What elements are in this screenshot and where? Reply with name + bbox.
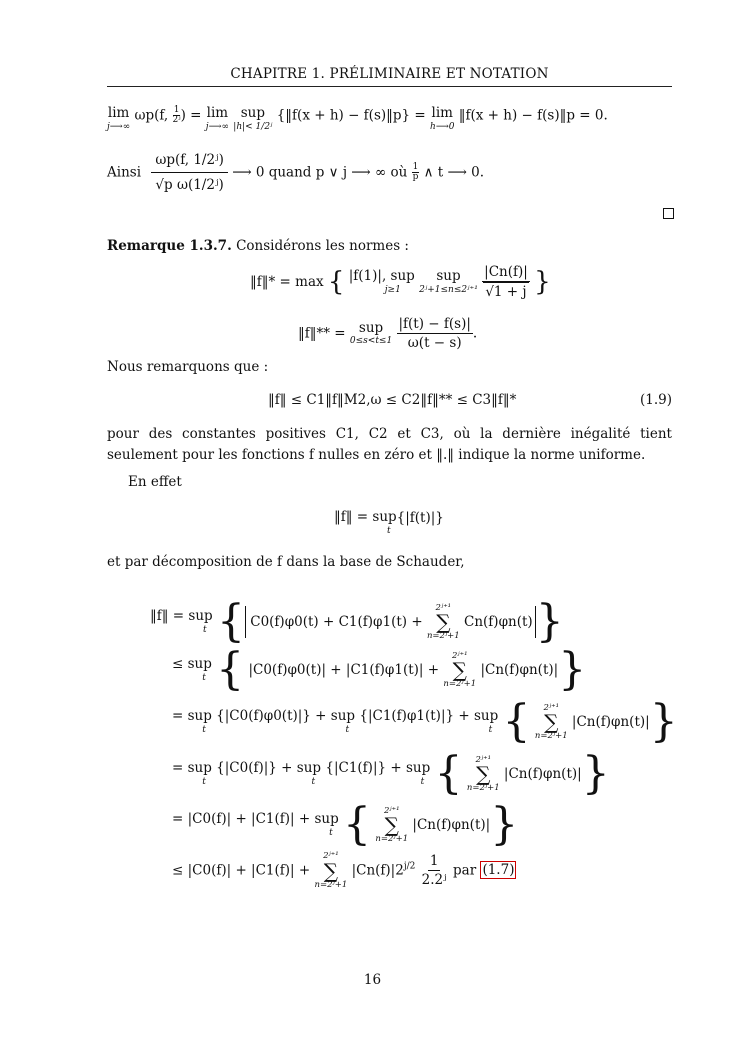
chain-2-left-brace: { <box>216 644 245 695</box>
chain-3-sup-b: {|C0(f)φ0(t)|} + sup t <box>216 708 356 735</box>
header-rule <box>107 86 672 87</box>
norm-star-fraction: $\frac{|Cn(f)|}{√1 + j}$ <box>484 264 528 301</box>
equation-number-1-9: (1.9) <box>639 392 672 408</box>
chain-6-fraction: $\frac{1}{\text{2.2ʲ}}$ <box>421 852 447 888</box>
remarque-text: Considérons les normes : <box>231 238 409 254</box>
left-brace: { <box>327 267 345 298</box>
chain-3-sup-a: = sup t <box>172 708 212 735</box>
norm-2star-equation <box>298 316 477 351</box>
en-effet-paragraph: En effet <box>128 474 182 490</box>
chain-1-left-bar <box>245 606 246 638</box>
mid-expression: {‖f(x + h) − f(s)‖p} = <box>276 107 431 124</box>
norm-2star-lhs: ‖f‖** = <box>298 325 350 342</box>
chain-line-4 <box>172 748 610 799</box>
ainsi-tail-2: ∧ t ⟶ 0. <box>419 164 485 181</box>
chain-2-body: |C0(f)φ0(t)| + |C1(f)φ1(t)| + <box>248 661 444 678</box>
chain-line-2 <box>172 644 587 695</box>
ainsi-small-fraction: $\frac{1}{p}$ <box>412 161 419 183</box>
chain-4-sup-b: {|C0(f)|} + sup t <box>216 760 322 787</box>
lhs-omega: ωp(f, <box>134 107 173 124</box>
pour-paragraph: pour des constantes positives C1, C2 et C3, où la dernière inégalité tient seulement pour les fonctions f nulles en zéro et ‖.‖ indique la norme uniforme. <box>107 426 672 463</box>
chain-1-body: C0(f)φ0(t) + C1(f)φ1(t) + <box>250 613 427 630</box>
chain-5-tail: |Cn(f)φn(t)| <box>412 816 491 833</box>
chain-line-6 <box>172 852 516 889</box>
chain-4-sum: 2ʲ⁺¹ ∑ n=2ʲ+1 <box>466 754 500 793</box>
chain-4-sup-a: = sup t <box>172 760 212 787</box>
chain-2-tail: |Cn(f)φn(t)| <box>480 661 559 678</box>
chain-4-left-brace: { <box>434 748 463 799</box>
chain-2-sum: 2ʲ⁺¹ ∑ n=2ʲ+1 <box>443 650 477 689</box>
chain-3-left-brace: { <box>502 696 531 747</box>
equation-reference-link[interactable]: (1.7) <box>482 862 515 879</box>
norm-2star-sup: sup 0≤s<t≤1 <box>349 319 393 347</box>
ainsi-tail: ⟶ 0 quand p ∨ j ⟶ ∞ où <box>232 164 412 181</box>
remarque-paragraph <box>107 236 672 257</box>
chain-1-left-brace: { <box>216 596 245 647</box>
chain-3-sum: 2ʲ⁺¹ ∑ n=2ʲ+1 <box>534 702 568 741</box>
chain-5-right-brace: } <box>490 799 519 850</box>
chain-2-sup: ≤ sup t <box>172 656 212 683</box>
rhs-expression: ‖f(x + h) − f(s)‖p = 0. <box>458 107 608 124</box>
chain-2-right-brace: } <box>558 644 587 695</box>
norm-2star-fraction: $\frac{|f(t) - f(s)|}{\omega(t - s)}$ <box>398 316 471 352</box>
norm-definition <box>334 510 444 536</box>
chain-line-1 <box>150 596 564 647</box>
chain-4-right-brace: } <box>581 748 610 799</box>
right-brace: } <box>534 267 551 298</box>
chain-1-sum: 2ʲ⁺¹ ∑ n=2ʲ+1 <box>426 602 460 641</box>
chain-5-sum: 2ʲ⁺¹ ∑ n=2ʲ+1 <box>375 805 409 844</box>
norm-star-equation <box>250 264 551 300</box>
lim-operator-1: lim j⟶∞ <box>107 105 131 132</box>
running-header: CHAPITRE 1. PRÉLIMINAIRE ET NOTATION <box>230 66 549 82</box>
chain-4-tail: |Cn(f)φn(t)| <box>503 765 582 782</box>
page-number: 16 <box>363 972 382 988</box>
chain-3-tail: |Cn(f)φn(t)| <box>571 713 650 730</box>
equation-1-9: ‖f‖ ≤ C1‖f‖M2,ω ≤ C2‖f‖** ≤ C3‖f‖* <box>268 392 517 408</box>
lim-operator-3: lim h⟶0 <box>430 105 455 132</box>
chain-6-exponent: j/2 <box>403 861 416 872</box>
remarque-label: Remarque 1.3.7. <box>107 238 232 254</box>
chain-line-5 <box>172 799 519 850</box>
chain-5-left-brace: { <box>343 799 372 850</box>
chain-6-b: |Cn(f)|2 <box>351 862 404 879</box>
chain-1-tail: Cn(f)φn(t) <box>464 613 533 630</box>
decomposition-paragraph: et par décomposition de f dans la base de Schauder, <box>107 554 465 570</box>
chain-4-sup-c: {|C1(f)|} + sup t <box>325 760 431 787</box>
limit-equation <box>107 106 608 132</box>
norm-def-sup: ‖f‖ = sup t <box>334 509 397 536</box>
ainsi-fraction: $\frac{\text{ωp(f, 1/2ʲ)}}{\text{√p ω(1/2ʲ)}}$ <box>151 148 228 197</box>
ainsi-word: Ainsi <box>107 164 142 181</box>
sup-operator: sup |h|< 1/2ʲ <box>233 105 273 132</box>
chain-1-sup: ‖f‖ = sup t <box>150 608 213 635</box>
norm-star-sup1: |f(1)|, sup j≥1 <box>348 268 415 295</box>
chain-3-sup-c: {|C1(f)φ1(t)|} + sup t <box>359 708 499 735</box>
norm-star-sup2: sup 2ʲ+1≤n≤2ʲ⁺¹ <box>419 268 478 295</box>
lim-operator-2: lim j⟶∞ <box>205 105 229 132</box>
norm-def-rhs: {|f(t)|} <box>396 510 444 526</box>
chain-line-3 <box>172 696 678 747</box>
equals-sign: ) = <box>180 107 206 124</box>
chain-6-par: par <box>453 862 481 879</box>
norm-star-lhs: ‖f‖* = max <box>250 274 324 291</box>
chain-3-right-brace: } <box>649 696 678 747</box>
nous-paragraph: Nous remarquons que : <box>107 359 269 375</box>
chain-5-sup: = |C0(f)| + |C1(f)| + sup t <box>172 811 339 838</box>
chain-1-right-brace: } <box>535 596 564 647</box>
chain-6-sum: 2ʲ⁺¹ ∑ n=2ʲ+1 <box>314 851 348 890</box>
lhs-fraction: $\frac{1}{\text{2ʲ}}$ <box>172 105 181 126</box>
qed-box-icon <box>663 208 674 219</box>
norm-2star-end: . <box>472 325 478 342</box>
chain-6-a: ≤ |C0(f)| + |C1(f)| + <box>172 862 315 879</box>
ainsi-line <box>107 148 484 197</box>
